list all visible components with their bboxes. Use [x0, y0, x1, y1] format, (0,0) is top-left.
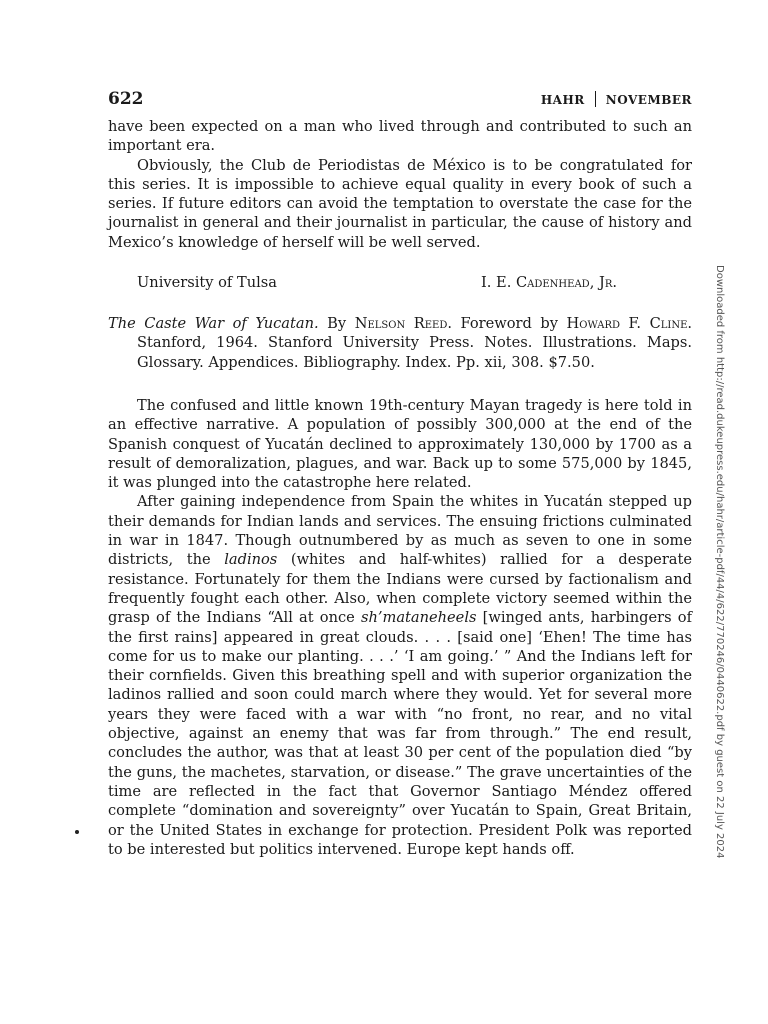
journal-name: HAHR	[540, 93, 585, 107]
review-text	[108, 396, 692, 859]
review-paragraph-2-part-b: (whites and half-whites) rallied for a desperate resistance. Fortunately for them the Indians were cursed by factionalism and frequently fought each other. Also, when complete victory seemed within the grasp of the Indians “All at once	[108, 551, 692, 627]
book-citation	[108, 314, 692, 372]
foreword-label: Foreword by	[460, 315, 558, 332]
previous-review-paragraph-1: have been expected on a man who lived through and contributed to such an important era.	[108, 118, 692, 155]
running-head	[541, 91, 692, 107]
page-header	[108, 89, 692, 113]
review-paragraph-2-part-a: After gaining independence from Spain the whites in Yucatán stepped up their demands for Indian lands and services. The ensuing frictions culminated in war in 1847. Though outnumbered by as much as seven to one in some districts, the	[108, 493, 692, 569]
book-author: Nelson Reed.	[354, 315, 452, 332]
page-number: 622	[108, 89, 144, 109]
term-ladinos: ladinos	[224, 551, 278, 569]
by-label: By	[327, 315, 347, 332]
reviewer-name: I. E. Cadenhead, Jr.	[481, 274, 617, 291]
download-watermark	[714, 265, 740, 859]
publication-details: Stanford, 1964. Stanford University Press. Notes. Illustrations. Maps. Glossary. Appendices. Bibliography. Index. Pp. xii, 308. $7.50.	[137, 334, 692, 371]
review-paragraph-2-part-c: [winged ants, harbingers of the first rains] appeared in great clouds. . . . [said one] ‘Ehen! The time has come for us to make our planting. . . .’ ‘I am going.’ ” And the Indians left for their cornfields. Given this breathing spell and with superior organization the ladinos rallied and soon could march where they would. Yet for several more years they were faced with a war with “no front, no rear, and no vital objective, against an enemy that was far from through.” The end result, concludes the author, was that at least 30 per cent of the population died “by the guns, the machetes, starvation, or disease.” The grave uncertainties of the time are reflected in the fact that Governor Santiago Méndez offered complete “domination and sovereignty” over Yucatán to Spain, Great Britain, or the United States in exchange for protection. President Polk was reported to be interested but politics intervened. Europe kept hands off.	[108, 609, 692, 858]
watermark-text: Downloaded from http://read.dukeupress.edu/hahr/article-pdf/44/4/622/770246/0440622.pdf by guest on 22 July 2024	[714, 265, 725, 859]
review-paragraph-2	[108, 492, 692, 859]
book-title: The Caste War of Yucatan.	[108, 315, 319, 332]
reviewer-signature	[137, 274, 687, 294]
reviewer-affiliation: University of Tulsa	[137, 274, 277, 291]
previous-review-text	[108, 117, 692, 252]
term-shmataneheels: sh’mataneheels	[360, 609, 477, 627]
previous-review-paragraph-2: Obviously, the Club de Periodistas de México is to be congratulated for this series. It is impossible to achieve equal quality in every book of such a series. If future editors can avoid the temptation to overstate the case for the journalist in general and their journalist in particular, the cause of history and Mexico’s knowledge of herself will be well served.	[108, 156, 692, 251]
foreword-author: Howard F. Cline.	[566, 315, 693, 332]
header-divider	[595, 91, 596, 107]
issue-month: NOVEMBER	[605, 93, 692, 107]
margin-mark	[75, 830, 79, 834]
review-paragraph-1: The confused and little known 19th-century Mayan tragedy is here told in an effective narrative. A population of possibly 300,000 at the end of the Spanish conquest of Yucatán declined to approximately 130,000 by 1700 as a result of demoralization, plagues, and war. Back up to some 575,000 by 1845, it was plunged into the catastrophe here related.	[108, 397, 692, 492]
